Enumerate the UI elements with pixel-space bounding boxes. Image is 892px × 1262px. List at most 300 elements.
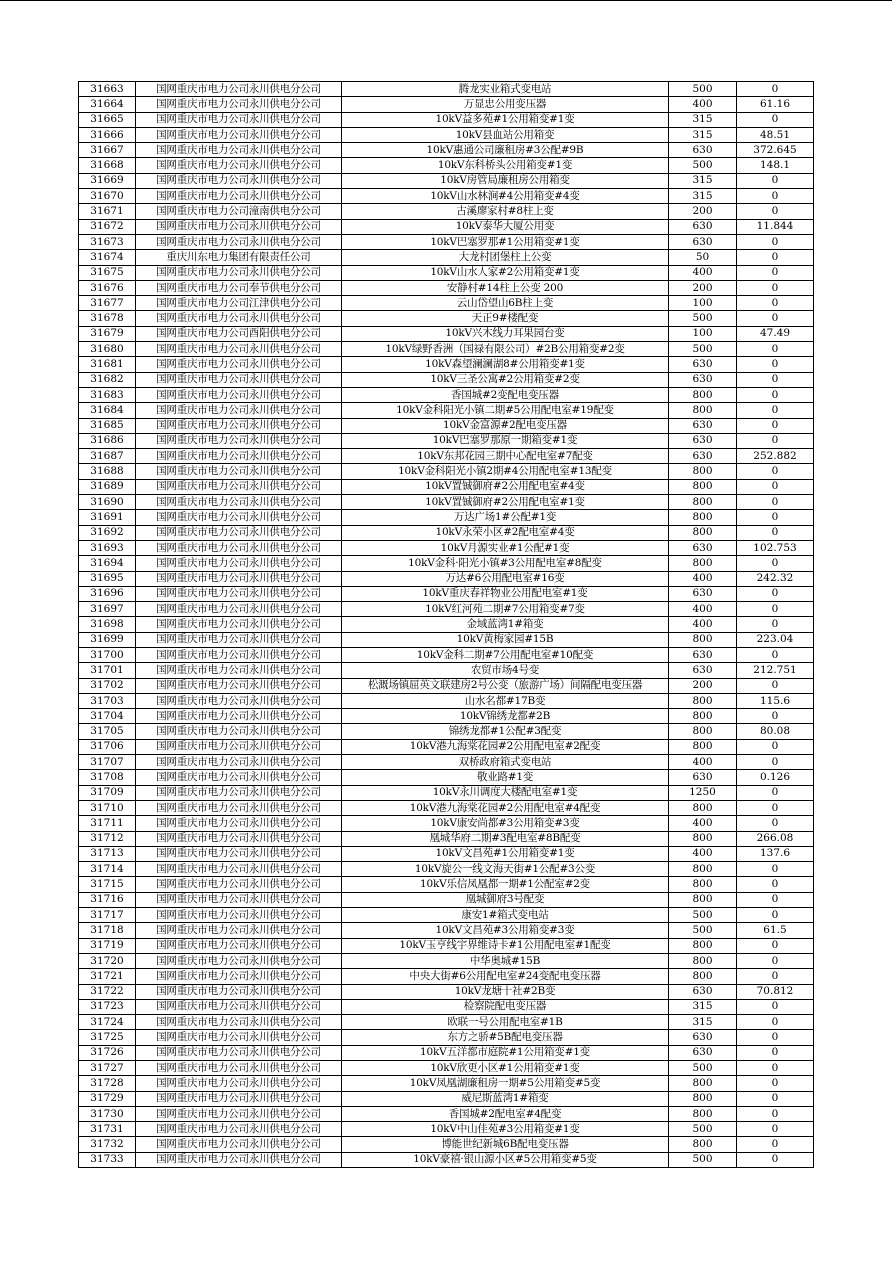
transformer-name-cell: 农贸市场4号变 bbox=[342, 663, 669, 678]
row-id-cell: 31681 bbox=[79, 357, 136, 372]
capacity-cell: 800 bbox=[669, 387, 737, 402]
load-value-cell: 372.645 bbox=[737, 143, 814, 158]
owner-company-cell: 国网重庆市电力公司永川供电分公司 bbox=[136, 984, 342, 999]
transformer-name-cell: 10kV豪禧·银山源小区#5公用箱变#5变 bbox=[342, 1152, 669, 1167]
capacity-cell: 800 bbox=[669, 556, 737, 571]
table-row bbox=[79, 326, 814, 341]
transformer-name-cell: 10kV红河苑二期#7公用箱变#7变 bbox=[342, 602, 669, 617]
transformer-table-body bbox=[79, 82, 814, 1168]
transformer-name-cell: 10kV益多苑#1公用箱变#1变 bbox=[342, 112, 669, 127]
transformer-name-cell: 锦绣龙都#1公配#3配变 bbox=[342, 724, 669, 739]
owner-company-cell: 国网重庆市电力公司永川供电分公司 bbox=[136, 97, 342, 112]
transformer-name-cell: 10kV文昌苑#3公用箱变#3变 bbox=[342, 923, 669, 938]
row-id-cell: 31725 bbox=[79, 1030, 136, 1045]
row-id-cell: 31671 bbox=[79, 204, 136, 219]
owner-company-cell: 国网重庆市电力公司永川供电分公司 bbox=[136, 1122, 342, 1137]
row-id-cell: 31663 bbox=[79, 82, 136, 97]
table-row bbox=[79, 250, 814, 265]
load-value-cell: 0 bbox=[737, 816, 814, 831]
capacity-cell: 500 bbox=[669, 342, 737, 357]
table-row bbox=[79, 112, 814, 127]
row-id-cell: 31710 bbox=[79, 800, 136, 815]
load-value-cell: 0 bbox=[737, 280, 814, 295]
owner-company-cell: 国网重庆市电力公司永川供电分公司 bbox=[136, 571, 342, 586]
owner-company-cell: 国网重庆市电力公司永川供电分公司 bbox=[136, 938, 342, 953]
row-id-cell: 31719 bbox=[79, 938, 136, 953]
transformer-name-cell: 10kV山水人家#2公用箱变#1变 bbox=[342, 265, 669, 280]
row-id-cell: 31697 bbox=[79, 602, 136, 617]
owner-company-cell: 国网重庆市电力公司永川供电分公司 bbox=[136, 311, 342, 326]
transformer-name-cell: 10kV旋公一线文海天街#1公配#3公变 bbox=[342, 862, 669, 877]
table-row bbox=[79, 418, 814, 433]
transformer-name-cell: 凰城御府3号配变 bbox=[342, 892, 669, 907]
table-row bbox=[79, 602, 814, 617]
load-value-cell: 0 bbox=[737, 755, 814, 770]
load-value-cell: 0 bbox=[737, 311, 814, 326]
row-id-cell: 31665 bbox=[79, 112, 136, 127]
owner-company-cell: 国网重庆市电力公司永川供电分公司 bbox=[136, 1045, 342, 1060]
transformer-name-cell: 检察院配电变压器 bbox=[342, 999, 669, 1014]
capacity-cell: 800 bbox=[669, 969, 737, 984]
load-value-cell: 0 bbox=[737, 387, 814, 402]
load-value-cell: 0 bbox=[737, 739, 814, 754]
load-value-cell: 242.32 bbox=[737, 571, 814, 586]
transformer-name-cell: 10kV巴塞罗那#1公用箱变#1变 bbox=[342, 234, 669, 249]
load-value-cell: 0 bbox=[737, 1061, 814, 1076]
table-row bbox=[79, 770, 814, 785]
owner-company-cell: 国网重庆市电力公司永川供电分公司 bbox=[136, 1152, 342, 1167]
table-row bbox=[79, 219, 814, 234]
load-value-cell: 0 bbox=[737, 479, 814, 494]
transformer-name-cell: 10kV泰华大厦公用变 bbox=[342, 219, 669, 234]
load-value-cell: 0 bbox=[737, 204, 814, 219]
transformer-name-cell: 10kV山水林涧#4公用箱变#4变 bbox=[342, 189, 669, 204]
table-row bbox=[79, 908, 814, 923]
row-id-cell: 31664 bbox=[79, 97, 136, 112]
load-value-cell: 0 bbox=[737, 1045, 814, 1060]
load-value-cell: 80.08 bbox=[737, 724, 814, 739]
table-row bbox=[79, 127, 814, 142]
transformer-name-cell: 10kV金科阳光小镇二期#5公用配电室#19配变 bbox=[342, 403, 669, 418]
capacity-cell: 800 bbox=[669, 1106, 737, 1121]
owner-company-cell: 国网重庆市电力公司永川供电分公司 bbox=[136, 816, 342, 831]
owner-company-cell: 国网重庆市电力公司永川供电分公司 bbox=[136, 449, 342, 464]
capacity-cell: 630 bbox=[669, 418, 737, 433]
capacity-cell: 100 bbox=[669, 326, 737, 341]
row-id-cell: 31700 bbox=[79, 647, 136, 662]
owner-company-cell: 国网重庆市电力公司永川供电分公司 bbox=[136, 433, 342, 448]
load-value-cell: 0 bbox=[737, 1106, 814, 1121]
row-id-cell: 31669 bbox=[79, 173, 136, 188]
owner-company-cell: 国网重庆市电力公司永川供电分公司 bbox=[136, 265, 342, 280]
transformer-name-cell: 10kV置铖御府#2公用配电室#4变 bbox=[342, 479, 669, 494]
transformer-name-cell: 10kV金富源#2配电变压器 bbox=[342, 418, 669, 433]
transformer-name-cell: 10kV巴塞罗那原一期箱变#1变 bbox=[342, 433, 669, 448]
table-row bbox=[79, 1015, 814, 1030]
capacity-cell: 800 bbox=[669, 877, 737, 892]
row-id-cell: 31687 bbox=[79, 449, 136, 464]
row-id-cell: 31728 bbox=[79, 1076, 136, 1091]
owner-company-cell: 国网重庆市电力公司永川供电分公司 bbox=[136, 739, 342, 754]
table-row bbox=[79, 647, 814, 662]
table-row bbox=[79, 510, 814, 525]
owner-company-cell: 国网重庆市电力公司永川供电分公司 bbox=[136, 1061, 342, 1076]
row-id-cell: 31673 bbox=[79, 234, 136, 249]
load-value-cell: 0 bbox=[737, 602, 814, 617]
capacity-cell: 800 bbox=[669, 510, 737, 525]
table-row bbox=[79, 372, 814, 387]
load-value-cell: 0 bbox=[737, 586, 814, 601]
table-row bbox=[79, 357, 814, 372]
table-row bbox=[79, 724, 814, 739]
load-value-cell: 0 bbox=[737, 418, 814, 433]
load-value-cell: 0 bbox=[737, 1091, 814, 1106]
table-row bbox=[79, 280, 814, 295]
owner-company-cell: 国网重庆市电力公司永川供电分公司 bbox=[136, 1076, 342, 1091]
owner-company-cell: 国网重庆市电力公司永川供电分公司 bbox=[136, 495, 342, 510]
row-id-cell: 31705 bbox=[79, 724, 136, 739]
row-id-cell: 31730 bbox=[79, 1106, 136, 1121]
transformer-name-cell: 10kV东邦花园三期中心配电室#7配变 bbox=[342, 449, 669, 464]
capacity-cell: 800 bbox=[669, 739, 737, 754]
row-id-cell: 31686 bbox=[79, 433, 136, 448]
capacity-cell: 500 bbox=[669, 1061, 737, 1076]
row-id-cell: 31708 bbox=[79, 770, 136, 785]
owner-company-cell: 国网重庆市电力公司永川供电分公司 bbox=[136, 862, 342, 877]
row-id-cell: 31713 bbox=[79, 846, 136, 861]
table-row bbox=[79, 1076, 814, 1091]
owner-company-cell: 国网重庆市电力公司永川供电分公司 bbox=[136, 234, 342, 249]
row-id-cell: 31722 bbox=[79, 984, 136, 999]
row-id-cell: 31668 bbox=[79, 158, 136, 173]
transformer-name-cell: 10kV港九海棠花园#2公用配电室#4配变 bbox=[342, 800, 669, 815]
transformer-name-cell: 10kV金科·阳光小镇#3公用配电室#8配变 bbox=[342, 556, 669, 571]
row-id-cell: 31689 bbox=[79, 479, 136, 494]
transformer-name-cell: 10kV五洋都市庭院#1公用箱变#1变 bbox=[342, 1045, 669, 1060]
load-value-cell: 0 bbox=[737, 357, 814, 372]
load-value-cell: 137.6 bbox=[737, 846, 814, 861]
transformer-name-cell: 欧联一号公用配电室#1B bbox=[342, 1015, 669, 1030]
capacity-cell: 630 bbox=[669, 663, 737, 678]
load-value-cell: 223.04 bbox=[737, 632, 814, 647]
capacity-cell: 500 bbox=[669, 1152, 737, 1167]
capacity-cell: 800 bbox=[669, 495, 737, 510]
row-id-cell: 31712 bbox=[79, 831, 136, 846]
table-row bbox=[79, 984, 814, 999]
table-row bbox=[79, 877, 814, 892]
transformer-name-cell: 天正9#楼配变 bbox=[342, 311, 669, 326]
transformer-name-cell: 10kV凤凰湖廉租房一期#5公用箱变#5变 bbox=[342, 1076, 669, 1091]
transformer-name-cell: 腾龙实业箱式变电站 bbox=[342, 82, 669, 97]
row-id-cell: 31677 bbox=[79, 296, 136, 311]
row-id-cell: 31726 bbox=[79, 1045, 136, 1060]
transformer-name-cell: 云山岱望山6B柱上变 bbox=[342, 296, 669, 311]
transformer-name-cell: 威尼斯蓝湾1#箱变 bbox=[342, 1091, 669, 1106]
owner-company-cell: 国网重庆市电力公司永川供电分公司 bbox=[136, 82, 342, 97]
transformer-name-cell: 大龙村团堡柱上公变 bbox=[342, 250, 669, 265]
row-id-cell: 31667 bbox=[79, 143, 136, 158]
owner-company-cell: 国网重庆市电力公司永川供电分公司 bbox=[136, 586, 342, 601]
table-row bbox=[79, 158, 814, 173]
owner-company-cell: 国网重庆市电力公司永川供电分公司 bbox=[136, 112, 342, 127]
table-row bbox=[79, 1122, 814, 1137]
owner-company-cell: 国网重庆市电力公司永川供电分公司 bbox=[136, 953, 342, 968]
table-row bbox=[79, 923, 814, 938]
load-value-cell: 102.753 bbox=[737, 540, 814, 555]
owner-company-cell: 国网重庆市电力公司江津供电分公司 bbox=[136, 296, 342, 311]
transformer-name-cell: 香国城#2配电室#4配变 bbox=[342, 1106, 669, 1121]
owner-company-cell: 国网重庆市电力公司永川供电分公司 bbox=[136, 693, 342, 708]
load-value-cell: 61.16 bbox=[737, 97, 814, 112]
transformer-name-cell: 10kV绿野香洲（国禄有限公司）#2B公用箱变#2变 bbox=[342, 342, 669, 357]
row-id-cell: 31695 bbox=[79, 571, 136, 586]
capacity-cell: 800 bbox=[669, 709, 737, 724]
owner-company-cell: 重庆川东电力集团有限责任公司 bbox=[136, 250, 342, 265]
load-value-cell: 0 bbox=[737, 908, 814, 923]
capacity-cell: 200 bbox=[669, 280, 737, 295]
transformer-name-cell: 10kV置铖御府#2公用配电室#1变 bbox=[342, 495, 669, 510]
load-value-cell: 11.844 bbox=[737, 219, 814, 234]
load-value-cell: 0 bbox=[737, 265, 814, 280]
load-value-cell: 252.882 bbox=[737, 449, 814, 464]
capacity-cell: 800 bbox=[669, 938, 737, 953]
transformer-name-cell: 10kV中山佳苑#3公用箱变#1变 bbox=[342, 1122, 669, 1137]
table-row bbox=[79, 403, 814, 418]
capacity-cell: 630 bbox=[669, 433, 737, 448]
transformer-name-cell: 10kV金科二期#7公用配电室#10配变 bbox=[342, 647, 669, 662]
owner-company-cell: 国网重庆市电力公司永川供电分公司 bbox=[136, 1015, 342, 1030]
owner-company-cell: 国网重庆市电力公司酉阳供电分公司 bbox=[136, 326, 342, 341]
transformer-name-cell: 10kV永川调度大楼配电室#1变 bbox=[342, 785, 669, 800]
owner-company-cell: 国网重庆市电力公司永川供电分公司 bbox=[136, 510, 342, 525]
table-row bbox=[79, 1152, 814, 1167]
owner-company-cell: 国网重庆市电力公司永川供电分公司 bbox=[136, 999, 342, 1014]
load-value-cell: 115.6 bbox=[737, 693, 814, 708]
transformer-name-cell: 10kV月源实业#1公配#1变 bbox=[342, 540, 669, 555]
row-id-cell: 31723 bbox=[79, 999, 136, 1014]
owner-company-cell: 国网重庆市电力公司永川供电分公司 bbox=[136, 755, 342, 770]
table-row bbox=[79, 143, 814, 158]
load-value-cell: 0 bbox=[737, 999, 814, 1014]
row-id-cell: 31688 bbox=[79, 464, 136, 479]
transformer-name-cell: 万达广场1#公配#1变 bbox=[342, 510, 669, 525]
transformer-name-cell: 10kV三圣公寓#2公用箱变#2变 bbox=[342, 372, 669, 387]
load-value-cell: 0 bbox=[737, 953, 814, 968]
table-row bbox=[79, 1061, 814, 1076]
capacity-cell: 315 bbox=[669, 999, 737, 1014]
load-value-cell: 0 bbox=[737, 495, 814, 510]
transformer-name-cell: 敬业路#1变 bbox=[342, 770, 669, 785]
capacity-cell: 50 bbox=[669, 250, 737, 265]
transformer-name-cell: 10kV永荣小区#2配电室#4变 bbox=[342, 525, 669, 540]
capacity-cell: 315 bbox=[669, 127, 737, 142]
row-id-cell: 31699 bbox=[79, 632, 136, 647]
owner-company-cell: 国网重庆市电力公司永川供电分公司 bbox=[136, 1137, 342, 1152]
capacity-cell: 1250 bbox=[669, 785, 737, 800]
capacity-cell: 400 bbox=[669, 571, 737, 586]
transformer-name-cell: 凰城华府二期#3配电室#8B配变 bbox=[342, 831, 669, 846]
load-value-cell: 0 bbox=[737, 372, 814, 387]
transformer-name-cell: 中央大街#6公用配电室#24变配电变压器 bbox=[342, 969, 669, 984]
capacity-cell: 800 bbox=[669, 632, 737, 647]
load-value-cell: 0 bbox=[737, 877, 814, 892]
owner-company-cell: 国网重庆市电力公司永川供电分公司 bbox=[136, 464, 342, 479]
capacity-cell: 500 bbox=[669, 158, 737, 173]
table-row bbox=[79, 464, 814, 479]
transformer-name-cell: 10kV县血站公用箱变 bbox=[342, 127, 669, 142]
load-value-cell: 148.1 bbox=[737, 158, 814, 173]
transformer-name-cell: 中华奥城#15B bbox=[342, 953, 669, 968]
load-value-cell: 48.51 bbox=[737, 127, 814, 142]
table-row bbox=[79, 1045, 814, 1060]
owner-company-cell: 国网重庆市电力公司永川供电分公司 bbox=[136, 540, 342, 555]
capacity-cell: 800 bbox=[669, 1076, 737, 1091]
transformer-name-cell: 10kV东科桥头公用箱变#1变 bbox=[342, 158, 669, 173]
row-id-cell: 31729 bbox=[79, 1091, 136, 1106]
owner-company-cell: 国网重庆市电力公司永川供电分公司 bbox=[136, 770, 342, 785]
table-row bbox=[79, 97, 814, 112]
load-value-cell: 0 bbox=[737, 647, 814, 662]
transformer-name-cell: 山水名都#17B变 bbox=[342, 693, 669, 708]
load-value-cell: 0 bbox=[737, 433, 814, 448]
owner-company-cell: 国网重庆市电力公司奉节供电分公司 bbox=[136, 280, 342, 295]
row-id-cell: 31693 bbox=[79, 540, 136, 555]
table-row bbox=[79, 678, 814, 693]
owner-company-cell: 国网重庆市电力公司永川供电分公司 bbox=[136, 800, 342, 815]
capacity-cell: 315 bbox=[669, 1015, 737, 1030]
owner-company-cell: 国网重庆市电力公司永川供电分公司 bbox=[136, 127, 342, 142]
owner-company-cell: 国网重庆市电力公司永川供电分公司 bbox=[136, 143, 342, 158]
owner-company-cell: 国网重庆市电力公司永川供电分公司 bbox=[136, 418, 342, 433]
load-value-cell: 0 bbox=[737, 1137, 814, 1152]
row-id-cell: 31670 bbox=[79, 189, 136, 204]
table-row bbox=[79, 495, 814, 510]
table-row bbox=[79, 556, 814, 571]
table-row bbox=[79, 82, 814, 97]
table-row bbox=[79, 1106, 814, 1121]
row-id-cell: 31674 bbox=[79, 250, 136, 265]
load-value-cell: 0.126 bbox=[737, 770, 814, 785]
load-value-cell: 0 bbox=[737, 510, 814, 525]
load-value-cell: 70.812 bbox=[737, 984, 814, 999]
row-id-cell: 31696 bbox=[79, 586, 136, 601]
table-row bbox=[79, 265, 814, 280]
owner-company-cell: 国网重庆市电力公司永川供电分公司 bbox=[136, 709, 342, 724]
load-value-cell: 0 bbox=[737, 678, 814, 693]
capacity-cell: 630 bbox=[669, 143, 737, 158]
capacity-cell: 630 bbox=[669, 1030, 737, 1045]
transformer-name-cell: 10kV房管局廉租房公用箱变 bbox=[342, 173, 669, 188]
capacity-cell: 200 bbox=[669, 204, 737, 219]
capacity-cell: 630 bbox=[669, 1045, 737, 1060]
capacity-cell: 500 bbox=[669, 908, 737, 923]
transformer-name-cell: 东方之骄#5B配电变压器 bbox=[342, 1030, 669, 1045]
row-id-cell: 31698 bbox=[79, 617, 136, 632]
row-id-cell: 31727 bbox=[79, 1061, 136, 1076]
owner-company-cell: 国网重庆市电力公司永川供电分公司 bbox=[136, 189, 342, 204]
load-value-cell: 0 bbox=[737, 82, 814, 97]
table-row bbox=[79, 449, 814, 464]
capacity-cell: 400 bbox=[669, 602, 737, 617]
row-id-cell: 31679 bbox=[79, 326, 136, 341]
table-row bbox=[79, 755, 814, 770]
transformer-name-cell: 10kV欣更小区#1公用箱变#1变 bbox=[342, 1061, 669, 1076]
row-id-cell: 31720 bbox=[79, 953, 136, 968]
owner-company-cell: 国网重庆市电力公司永川供电分公司 bbox=[136, 525, 342, 540]
transformer-name-cell: 安静村#14柱上公变 200 bbox=[342, 280, 669, 295]
capacity-cell: 630 bbox=[669, 219, 737, 234]
transformer-name-cell: 康安1#箱式变电站 bbox=[342, 908, 669, 923]
load-value-cell: 0 bbox=[737, 234, 814, 249]
row-id-cell: 31704 bbox=[79, 709, 136, 724]
table-row bbox=[79, 969, 814, 984]
capacity-cell: 315 bbox=[669, 189, 737, 204]
load-value-cell: 266.08 bbox=[737, 831, 814, 846]
transformer-name-cell: 10kV惠通公司廉租房#3公配#9B bbox=[342, 143, 669, 158]
table-row bbox=[79, 862, 814, 877]
owner-company-cell: 国网重庆市电力公司永川供电分公司 bbox=[136, 892, 342, 907]
table-row bbox=[79, 296, 814, 311]
row-id-cell: 31682 bbox=[79, 372, 136, 387]
owner-company-cell: 国网重庆市电力公司永川供电分公司 bbox=[136, 556, 342, 571]
row-id-cell: 31703 bbox=[79, 693, 136, 708]
load-value-cell: 0 bbox=[737, 342, 814, 357]
table-row bbox=[79, 387, 814, 402]
capacity-cell: 800 bbox=[669, 1091, 737, 1106]
owner-company-cell: 国网重庆市电力公司永川供电分公司 bbox=[136, 387, 342, 402]
table-row bbox=[79, 846, 814, 861]
capacity-cell: 800 bbox=[669, 693, 737, 708]
transformer-name-cell: 10kV金科阳光小镇2期#4公用配电室#13配变 bbox=[342, 464, 669, 479]
capacity-cell: 800 bbox=[669, 403, 737, 418]
load-value-cell: 0 bbox=[737, 1076, 814, 1091]
load-value-cell: 0 bbox=[737, 296, 814, 311]
transformer-name-cell: 松溉场镇屈英文联建房2号公变（旅游广场）间隔配电变压器 bbox=[342, 678, 669, 693]
row-id-cell: 31706 bbox=[79, 739, 136, 754]
table-row bbox=[79, 311, 814, 326]
table-row bbox=[79, 234, 814, 249]
owner-company-cell: 国网重庆市电力公司永川供电分公司 bbox=[136, 846, 342, 861]
load-value-cell: 212.751 bbox=[737, 663, 814, 678]
owner-company-cell: 国网重庆市电力公司永川供电分公司 bbox=[136, 1030, 342, 1045]
load-value-cell: 0 bbox=[737, 250, 814, 265]
load-value-cell: 0 bbox=[737, 938, 814, 953]
row-id-cell: 31709 bbox=[79, 785, 136, 800]
capacity-cell: 315 bbox=[669, 112, 737, 127]
row-id-cell: 31694 bbox=[79, 556, 136, 571]
table-row bbox=[79, 953, 814, 968]
load-value-cell: 0 bbox=[737, 969, 814, 984]
transformer-name-cell: 10kV锦绣龙都#2B bbox=[342, 709, 669, 724]
table-row bbox=[79, 999, 814, 1014]
table-row bbox=[79, 617, 814, 632]
table-row bbox=[79, 632, 814, 647]
owner-company-cell: 国网重庆市电力公司永川供电分公司 bbox=[136, 479, 342, 494]
row-id-cell: 31731 bbox=[79, 1122, 136, 1137]
row-id-cell: 31715 bbox=[79, 877, 136, 892]
owner-company-cell: 国网重庆市电力公司永川供电分公司 bbox=[136, 831, 342, 846]
owner-company-cell: 国网重庆市电力公司潼南供电分公司 bbox=[136, 204, 342, 219]
owner-company-cell: 国网重庆市电力公司永川供电分公司 bbox=[136, 1091, 342, 1106]
owner-company-cell: 国网重庆市电力公司永川供电分公司 bbox=[136, 173, 342, 188]
row-id-cell: 31701 bbox=[79, 663, 136, 678]
row-id-cell: 31732 bbox=[79, 1137, 136, 1152]
row-id-cell: 31675 bbox=[79, 265, 136, 280]
transformer-name-cell: 10kV乐信凤凰都一期#1公配室#2变 bbox=[342, 877, 669, 892]
owner-company-cell: 国网重庆市电力公司永川供电分公司 bbox=[136, 403, 342, 418]
load-value-cell: 0 bbox=[737, 403, 814, 418]
capacity-cell: 800 bbox=[669, 953, 737, 968]
